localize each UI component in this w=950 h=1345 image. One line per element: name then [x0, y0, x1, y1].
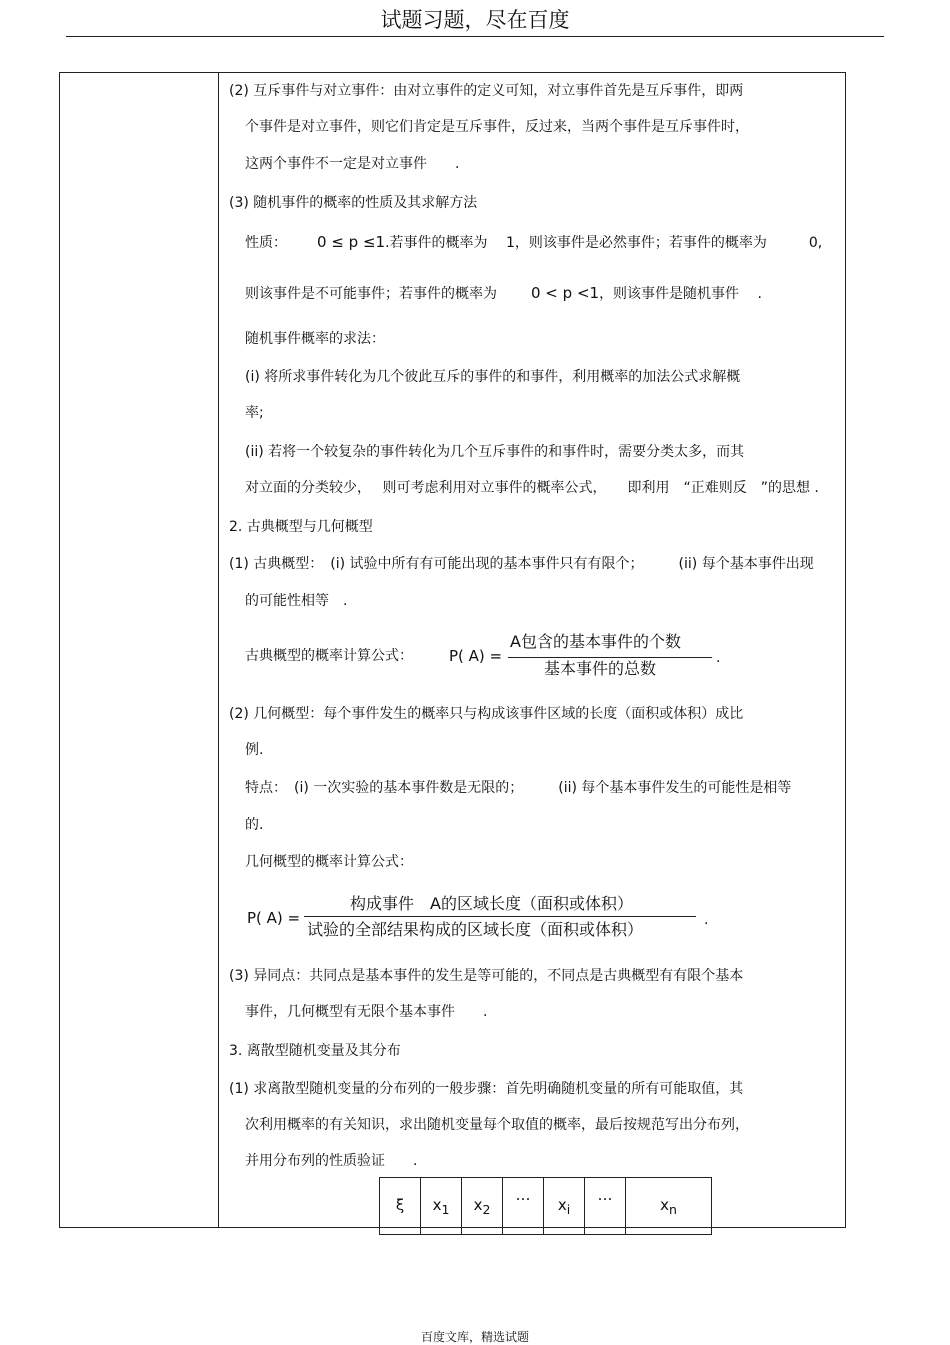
formula-numerator: 构成事件 A的区域长度（面积或体积）	[350, 894, 633, 913]
formula-lhs: P( A) =	[247, 909, 301, 927]
text-line: (1) 古典概型： (i) 试验中所有有可能出现的基本事件只有有限个； (ii) 每个基本事件出现	[229, 556, 814, 572]
text-line	[245, 233, 822, 252]
text-line: 个事件是对立事件，则它们肯定是互斥事件，反过来，当两个事件是互斥事件时，	[245, 119, 749, 135]
distribution-cell: $x_1$	[421, 1178, 462, 1235]
text-line: 的.	[245, 817, 264, 833]
distribution-table	[379, 1177, 712, 1235]
table-column-divider	[218, 72, 219, 1228]
text-line: 例.	[245, 742, 264, 758]
formula-denominator: 试验的全部结果构成的区域长度（面积或体积）	[307, 920, 644, 939]
text-line: 的可能性相等 .	[245, 593, 348, 609]
fraction-bar	[304, 916, 696, 917]
formula-period: .	[704, 912, 709, 928]
text-fragment: 性质：	[245, 235, 287, 251]
distribution-cell: $x_n$	[626, 1178, 712, 1235]
text-line: 随机事件概率的求法：	[245, 331, 385, 347]
section-heading: 3. 离散型随机变量及其分布	[229, 1043, 401, 1059]
text-line: 特点： (i) 一次实验的基本事件数是无限的； (ii) 每个基本事件发生的可能性是相等	[245, 780, 792, 796]
text-line: 率;	[245, 405, 264, 421]
text-line: (3) 随机事件的概率的性质及其求解方法	[229, 195, 478, 211]
distribution-cell: …	[585, 1178, 626, 1235]
distribution-row	[380, 1178, 712, 1235]
text-line: (2) 互斥事件与对立事件：由对立事件的定义可知，对立事件首先是互斥事件，即两	[229, 83, 744, 99]
distribution-cell: …	[503, 1178, 544, 1235]
text-fragment: 则该事件是不可能事件；若事件的概率为	[245, 286, 497, 302]
text-line: 几何概型的概率计算公式：	[245, 854, 413, 870]
formula-period: .	[716, 650, 721, 666]
formula-denominator: 基本事件的总数	[544, 659, 657, 678]
page-header: 试题习题，尽在百度	[380, 8, 570, 32]
inequality: 0 < p <1	[531, 284, 600, 302]
text-line: 对立面的分类较少， 则可考虑利用对立事件的概率公式， 即利用 “正难则反 ”的思想 .	[245, 480, 819, 496]
formula-numerator: A包含的基本事件的个数	[510, 632, 681, 651]
distribution-cell: $x_i$	[544, 1178, 585, 1235]
page-footer: 百度文库，精选试题	[420, 1330, 529, 1344]
text-line	[245, 284, 762, 303]
text-line: 并用分布列的性质验证 .	[245, 1153, 418, 1169]
text-line: (i) 将所求事件转化为几个彼此互斥的事件的和事件，利用概率的加法公式求解概	[245, 369, 741, 385]
text-line: (3) 异同点：共同点是基本事件的发生是等可能的，不同点是古典概型有有限个基本	[229, 968, 744, 984]
text-line: 次利用概率的有关知识，求出随机变量每个取值的概率，最后按规范写出分布列，	[245, 1117, 749, 1133]
text-line: 古典概型的概率计算公式：	[245, 648, 413, 664]
formula-lhs: P( A) =	[449, 647, 503, 665]
text-line: 事件，几何概型有无限个基本事件 .	[245, 1004, 488, 1020]
inequality: 0 ≤ p ≤1	[317, 233, 386, 251]
distribution-cell: $x_2$	[462, 1178, 503, 1235]
fraction-bar	[508, 657, 712, 658]
text-line: (2) 几何概型：每个事件发生的概率只与构成该事件区域的长度（面积或体积）成比	[229, 706, 744, 722]
text-line: 这两个事件不一定是对立事件 .	[245, 156, 460, 172]
text-line: (ii) 若将一个较复杂的事件转化为几个互斥事件的和事件时，需要分类太多，而其	[245, 444, 745, 460]
header-rule	[66, 36, 884, 37]
section-heading: 2. 古典概型与几何概型	[229, 519, 373, 535]
text-fragment: ，则该事件是随机事件 .	[599, 286, 762, 302]
text-line: (1) 求离散型随机变量的分布列的一般步骤：首先明确随机变量的所有可能取值，其	[229, 1081, 744, 1097]
distribution-cell: ξ	[380, 1178, 421, 1235]
text-fragment: .若事件的概率为 1，则该事件是必然事件；若事件的概率为 0,	[385, 235, 823, 251]
